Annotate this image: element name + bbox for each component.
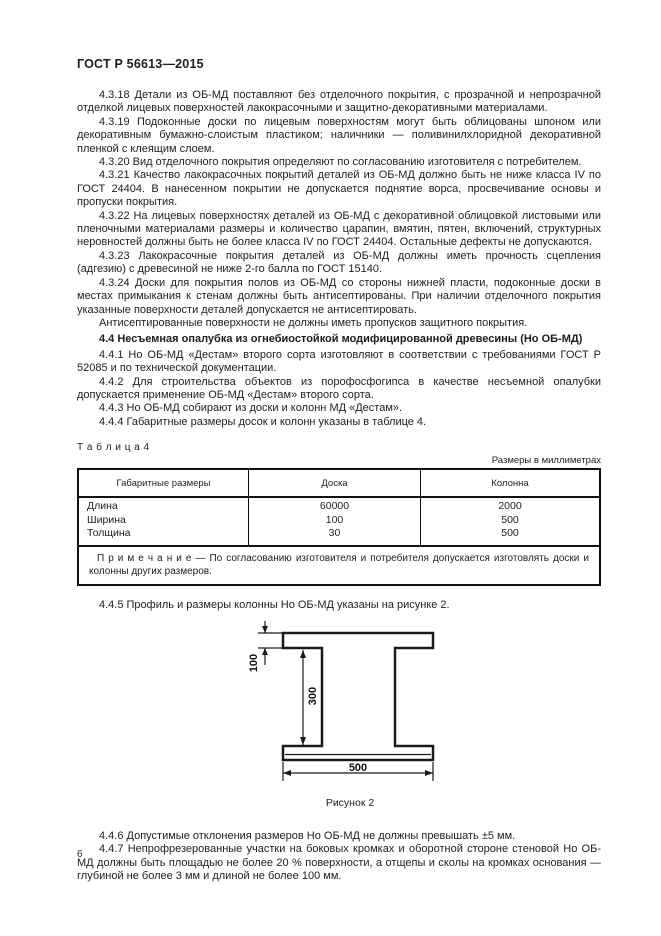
section-heading-4-4: 4.4 Несъемная опалубка из огнебиостойкой модифицированной древесины (Но ОБ-МД) <box>99 333 583 346</box>
paragraph-4-4-1: 4.4.1 Но ОБ-МД «Дестам» второго сорта изготовляют в соответствии с требованиями ГОСТ Р 52085 и по технической документации. <box>77 348 601 375</box>
row-label-length: Длина <box>87 500 118 513</box>
figure-caption: Рисунок 2 <box>325 797 375 810</box>
dimension-label-100: 100 <box>248 653 260 673</box>
paragraph-4-3-24: 4.3.24 Доски для покрытия полов из ОБ-МД со стороны нижней пласти, подоконные доски в местах примыкания к стенам должны быть антисептированы. При наличии отделочного покрытия указанные поверхности деталей допускается не антисептировать. <box>77 276 601 316</box>
dim500-arrow-right <box>425 770 433 776</box>
figure-2 <box>230 621 470 809</box>
table-note: П р и м е ч а н и е — По согласованию изготовителя и потребителя допускается изготовлять доски и колонны других размеров. <box>89 552 589 577</box>
paragraph-4-3-18: 4.3.18 Детали из ОБ-МД поставляют без отделочного покрытия, с прозрачной и непрозрачной отделкой лицевых поверхностей лакокрасочными и защитно-декоративными материалами. <box>77 89 601 115</box>
table-units-label: Размеры в миллиметрах <box>491 455 601 467</box>
page-number: 6 <box>77 849 83 860</box>
paragraph-4-4-2: 4.4.2 Для строительства объектов из порофосфогипса в качестве несъемной опалубки допускается применение ОБ-МД «Дестам» второго сорта. <box>77 375 601 401</box>
table-header-column: Колонна <box>491 478 529 490</box>
dim100-arrow-up <box>262 648 268 655</box>
i-beam-profile <box>283 633 433 760</box>
table-cell-board-values <box>249 498 421 545</box>
dimension-label-300: 300 <box>307 686 319 706</box>
column-length: 2000 <box>498 500 522 513</box>
paragraph-antiseptic: Антисептированные поверхности не должны иметь пропусков защитного покрытия. <box>99 316 528 329</box>
paragraph-4-3-19: 4.3.19 Подоконные доски по лицевым поверхностям могут быть облицованы шпоном или декоративным бумажно-слоистым пластиком; наличники — поливинилхлоридной декоративной пленкой с клеящим слоем. <box>77 115 601 155</box>
table-body-row <box>79 498 599 547</box>
table-header-size: Габаритные размеры <box>79 470 249 496</box>
column-width: 500 <box>501 513 519 526</box>
paragraph-4-4-7: 4.4.7 Непрофрезерованные участки на боковых кромках и оборотной стороне стеновой Но ОБ-МД должны быть площадью не более 20 % поверхности, а отщепы и сколы на кромках основания — глубиной не более 3 мм и длиной не более 100 мм. <box>77 843 601 883</box>
dimensions-table <box>77 468 601 586</box>
i-beam-drawing <box>230 621 470 789</box>
document-header: ГОСТ Р 56613—2015 <box>77 57 204 71</box>
board-length: 60000 <box>319 500 350 513</box>
column-thickness: 500 <box>501 527 519 540</box>
dim300-arrow-up <box>300 650 306 658</box>
table-header-row <box>79 470 599 498</box>
dim300-arrow-down <box>300 737 306 745</box>
paragraph-4-3-21: 4.3.21 Качество лакокрасочных покрытий деталей из ОБ-МД должно быть не ниже класса IV по ГОСТ 24404. В нанесенном покрытии не допускается поднятие ворса, просвечивание основы и пропуски покрытия. <box>77 169 601 209</box>
paragraph-4-4-3: 4.4.3 Но ОБ-МД собирают из доски и колонн МД «Дестам». <box>99 402 403 415</box>
paragraph-4-3-22: 4.3.22 На лицевых поверхностях деталей из ОБ-МД с декоративной облицовкой листовыми или пленочными материалами размеры и количество царапин, вмятин, пятен, включений, структурных неровностей должны быть не более класса IV по ГОСТ 24404. Остальные дефекты не допускаются. <box>77 209 601 249</box>
paragraph-4-3-20: 4.3.20 Вид отделочного покрытия определяют по согласованию изготовителя с потребителем. <box>99 156 582 169</box>
table-cell-column-values <box>421 498 599 545</box>
table-caption: Т а б л и ц а 4 <box>77 442 150 454</box>
table-header-board: Доска <box>249 470 421 496</box>
dimension-label-500: 500 <box>348 762 368 775</box>
table-cell-labels <box>79 498 249 545</box>
paragraph-4-4-6: 4.4.6 Допустимые отклонения размеров Но ОБ-МД не должны превышать ±5 мм. <box>99 830 516 843</box>
dim500-arrow-left <box>283 770 291 776</box>
paragraph-4-4-4: 4.4.4 Габаритные размеры досок и колонн указаны в таблице 4. <box>99 415 427 428</box>
row-label-thickness: Толщина <box>87 527 131 540</box>
dim100-arrow-down <box>262 626 268 633</box>
row-label-width: Ширина <box>87 513 126 526</box>
paragraph-4-3-23: 4.3.23 Лакокрасочные покрытия деталей из ОБ-МД должны иметь прочность сцепления (адгезию) с древесиной не ниже 2-го балла по ГОСТ 15140. <box>77 249 601 276</box>
board-width: 100 <box>325 513 344 526</box>
paragraph-4-4-5: 4.4.5 Профиль и размеры колонны Но ОБ-МД указаны на рисунке 2. <box>99 598 450 611</box>
board-thickness: 30 <box>328 527 341 540</box>
